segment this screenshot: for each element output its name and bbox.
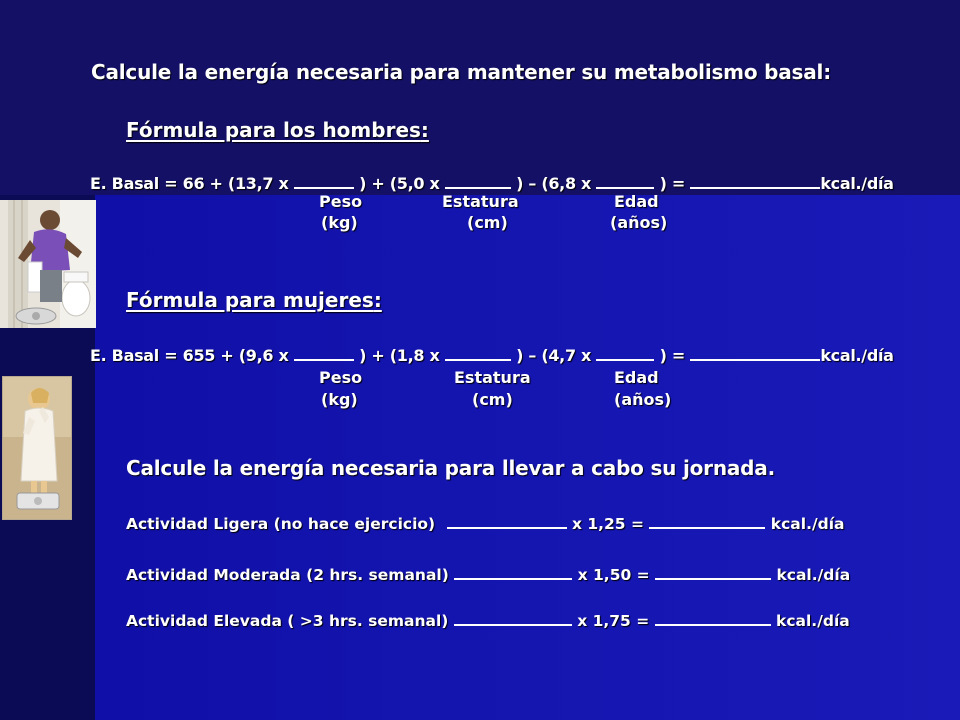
men-formula-part2: ) + (5,0 x [359, 174, 440, 193]
men-result-blank[interactable] [690, 173, 820, 189]
activity-row-light [126, 513, 844, 533]
men-weight-blank[interactable] [294, 173, 354, 189]
activity-light-result-blank[interactable] [649, 513, 765, 529]
men-formula-part3: ) – (6,8 x [516, 174, 592, 193]
activity-high-label: Actividad Elevada ( >3 hrs. semanal) [126, 612, 449, 630]
women-formula [90, 345, 894, 365]
women-age-blank[interactable] [596, 345, 654, 361]
women-result-blank[interactable] [690, 345, 820, 361]
activity-moderate-unit: kcal./día [776, 566, 851, 584]
women-label-peso: Peso [319, 368, 363, 387]
men-label-estatura: Estatura [442, 192, 519, 211]
activity-row-high [126, 610, 850, 630]
men-label-edad: Edad [614, 192, 659, 211]
women-formula-part2: ) + (1,8 x [359, 346, 440, 365]
men-label-cm: (cm) [467, 213, 508, 232]
men-label-anos: (años) [610, 213, 668, 232]
men-heading-colon: : [420, 118, 429, 142]
activity-row-moderate [126, 564, 850, 584]
women-formula-part1: E. Basal = 655 + (9,6 x [90, 346, 289, 365]
men-heading-text: Fórmula para los hombres [126, 118, 421, 142]
women-formula-part4: ) = [659, 346, 686, 365]
men-formula [90, 173, 894, 193]
men-age-blank[interactable] [596, 173, 654, 189]
activity-high-input-blank[interactable] [454, 610, 572, 626]
activity-moderate-factor: x 1,50 = [577, 566, 650, 584]
men-formula-unit: kcal./día [820, 174, 894, 193]
women-height-blank[interactable] [445, 345, 511, 361]
woman-on-scale-photo [2, 376, 72, 520]
jornada-heading: Calcule la energía necesaria para llevar a cabo su jornada. [126, 456, 775, 480]
activity-light-factor: x 1,25 = [571, 515, 644, 533]
women-label-estatura: Estatura [454, 368, 531, 387]
women-label-kg: (kg) [321, 390, 358, 409]
men-formula-heading [126, 118, 429, 142]
women-formula-part3: ) – (4,7 x [516, 346, 592, 365]
page-title: Calcule la energía necesaria para mantener su metabolismo basal: [91, 60, 831, 84]
women-formula-heading [126, 288, 382, 312]
men-label-kg: (kg) [321, 213, 358, 232]
men-label-peso: Peso [319, 192, 363, 211]
activity-light-label: Actividad Ligera (no hace ejercicio) [126, 515, 436, 533]
activity-high-result-blank[interactable] [655, 610, 771, 626]
activity-high-factor: x 1,75 = [577, 612, 650, 630]
activity-light-input-blank[interactable] [447, 513, 567, 529]
women-weight-blank[interactable] [294, 345, 354, 361]
women-label-edad: Edad [614, 368, 659, 387]
women-formula-unit: kcal./día [820, 346, 894, 365]
men-formula-part4: ) = [659, 174, 686, 193]
activity-moderate-result-blank[interactable] [655, 564, 771, 580]
women-heading-colon: : [373, 288, 382, 312]
women-label-cm: (cm) [472, 390, 513, 409]
activity-light-unit: kcal./día [770, 515, 845, 533]
man-on-scale-photo [0, 200, 96, 328]
activity-moderate-label: Actividad Moderada (2 hrs. semanal) [126, 566, 449, 584]
men-height-blank[interactable] [445, 173, 511, 189]
women-label-anos: (años) [614, 390, 672, 409]
activity-moderate-input-blank[interactable] [454, 564, 572, 580]
men-formula-part1: E. Basal = 66 + (13,7 x [90, 174, 289, 193]
activity-high-unit: kcal./día [776, 612, 850, 630]
women-heading-text: Fórmula para mujeres [126, 288, 374, 312]
background-top [0, 0, 960, 195]
